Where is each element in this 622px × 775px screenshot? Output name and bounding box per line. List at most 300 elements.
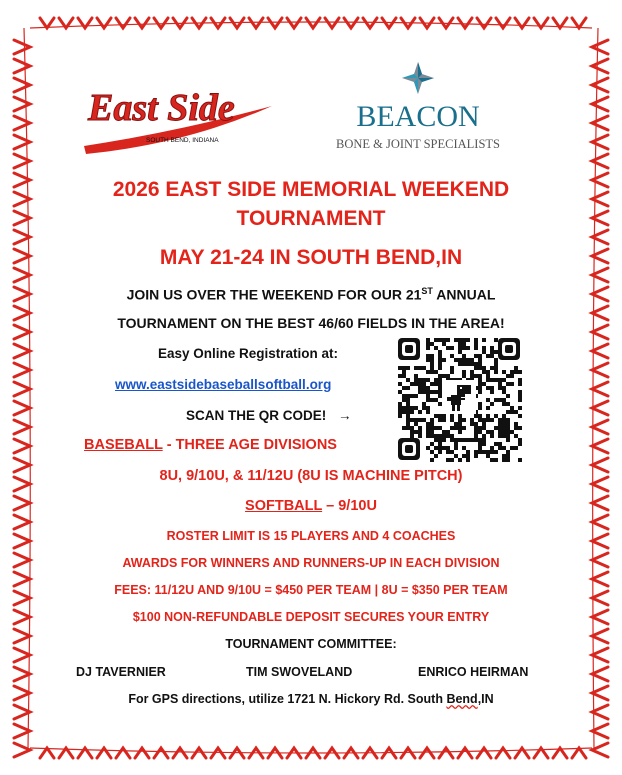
qr-module bbox=[486, 450, 490, 454]
registration-url-link[interactable]: www.eastsidebaseballsoftball.org bbox=[115, 377, 332, 392]
qr-module bbox=[478, 366, 482, 370]
qr-module bbox=[398, 410, 402, 414]
qr-module bbox=[474, 338, 478, 342]
qr-module bbox=[426, 354, 430, 358]
qr-module bbox=[474, 426, 478, 430]
qr-module bbox=[458, 346, 462, 350]
qr-module bbox=[430, 342, 434, 346]
qr-module bbox=[438, 414, 442, 418]
stitch-mark bbox=[592, 363, 608, 377]
detail-roster-limit: ROSTER LIMIT IS 15 PLAYERS AND 4 COACHES bbox=[166, 529, 456, 543]
stitch-mark bbox=[592, 154, 608, 168]
qr-module bbox=[478, 382, 482, 386]
qr-module bbox=[462, 370, 466, 374]
qr-module bbox=[434, 398, 438, 402]
stitch-mark bbox=[592, 515, 608, 529]
qr-module bbox=[442, 414, 446, 418]
baseball-age-divisions: 8U, 9/10U, & 11/12U (8U IS MACHINE PITCH) bbox=[159, 468, 463, 484]
qr-module bbox=[478, 438, 482, 442]
qr-module bbox=[490, 430, 494, 434]
stitch-mark bbox=[420, 748, 434, 758]
qr-module bbox=[454, 454, 458, 458]
qr-module bbox=[446, 346, 450, 350]
east-side-logo-text: East Side bbox=[88, 87, 235, 129]
qr-module bbox=[478, 406, 482, 410]
stitch-mark bbox=[14, 78, 30, 92]
qr-module bbox=[502, 370, 506, 374]
qr-module bbox=[438, 358, 442, 362]
qr-module bbox=[514, 434, 518, 438]
qr-module bbox=[490, 418, 494, 422]
qr-module bbox=[490, 386, 494, 390]
stitch-mark bbox=[592, 401, 608, 415]
stitch-mark bbox=[14, 420, 30, 434]
qr-module bbox=[506, 454, 510, 458]
qr-module bbox=[482, 438, 486, 442]
softball-heading bbox=[0, 498, 622, 514]
qr-module bbox=[486, 398, 490, 402]
qr-module bbox=[418, 430, 422, 434]
scan-qr-label: SCAN THE QR CODE! bbox=[186, 408, 327, 423]
stitch-mark bbox=[192, 748, 206, 758]
qr-module bbox=[426, 378, 430, 382]
qr-module bbox=[414, 430, 418, 434]
stitch-mark bbox=[592, 667, 608, 681]
qr-module bbox=[438, 386, 442, 390]
stitch-mark bbox=[344, 18, 358, 28]
qr-module bbox=[438, 438, 442, 442]
qr-module bbox=[518, 426, 522, 430]
qr-module bbox=[494, 458, 498, 462]
qr-module bbox=[502, 378, 506, 382]
stitch-mark bbox=[40, 748, 54, 758]
qr-module bbox=[518, 438, 522, 442]
qr-module bbox=[478, 414, 482, 418]
qr-module bbox=[434, 446, 438, 450]
qr-module bbox=[402, 398, 406, 402]
qr-module bbox=[506, 418, 510, 422]
stitch-mark bbox=[592, 382, 608, 396]
qr-module bbox=[406, 414, 410, 418]
qr-module bbox=[474, 434, 478, 438]
qr-module bbox=[426, 346, 430, 350]
qr-module bbox=[410, 430, 414, 434]
stitch-mark bbox=[14, 363, 30, 377]
qr-module bbox=[482, 418, 486, 422]
qr-module bbox=[426, 426, 430, 430]
qr-module bbox=[490, 450, 494, 454]
qr-module bbox=[506, 426, 510, 430]
qr-module bbox=[462, 358, 466, 362]
qr-module bbox=[470, 374, 474, 378]
qr-module bbox=[478, 362, 482, 366]
detail-deposit: $100 NON-REFUNDABLE DEPOSIT SECURES YOUR ENTRY bbox=[132, 610, 490, 624]
qr-module bbox=[462, 454, 466, 458]
qr-module bbox=[458, 422, 462, 426]
qr-module bbox=[406, 410, 410, 414]
stitch-mark bbox=[287, 18, 301, 28]
qr-module bbox=[494, 366, 498, 370]
qr-module bbox=[438, 446, 442, 450]
qr-module bbox=[406, 394, 410, 398]
qr-module bbox=[426, 422, 430, 426]
qr-module bbox=[430, 442, 434, 446]
stitch-mark bbox=[14, 97, 30, 111]
qr-module bbox=[486, 406, 490, 410]
qr-module bbox=[422, 390, 426, 394]
qr-module bbox=[434, 378, 438, 382]
qr-module bbox=[494, 398, 498, 402]
qr-module bbox=[402, 406, 406, 410]
qr-module bbox=[426, 406, 430, 410]
qr-module bbox=[506, 458, 510, 462]
qr-module bbox=[410, 382, 414, 386]
qr-module bbox=[506, 410, 510, 414]
qr-module bbox=[474, 450, 478, 454]
qr-module bbox=[426, 370, 430, 374]
qr-module bbox=[474, 354, 478, 358]
qr-module bbox=[430, 458, 434, 462]
qr-module bbox=[458, 350, 462, 354]
stitch-mark bbox=[592, 116, 608, 130]
qr-module bbox=[498, 442, 502, 446]
qr-module bbox=[398, 374, 402, 378]
qr-module bbox=[474, 362, 478, 366]
qr-module bbox=[454, 446, 458, 450]
stitch-mark bbox=[592, 439, 608, 453]
qr-module bbox=[450, 366, 454, 370]
qr-module bbox=[470, 418, 474, 422]
qr-module bbox=[494, 350, 498, 354]
qr-module bbox=[482, 366, 486, 370]
qr-module bbox=[494, 414, 498, 418]
qr-module bbox=[438, 374, 442, 378]
scan-qr-text bbox=[186, 408, 352, 423]
qr-module bbox=[430, 382, 434, 386]
qr-module bbox=[502, 426, 506, 430]
qr-module bbox=[486, 418, 490, 422]
qr-module bbox=[490, 458, 494, 462]
qr-module bbox=[502, 386, 506, 390]
qr-module bbox=[486, 386, 490, 390]
registration-label: Easy Online Registration at: bbox=[158, 346, 339, 361]
qr-module bbox=[506, 438, 510, 442]
qr-module bbox=[430, 426, 434, 430]
stitch-mark bbox=[249, 18, 263, 28]
baseball-divisions-heading bbox=[84, 437, 337, 453]
arrow-right-icon: → bbox=[338, 408, 352, 423]
qr-module bbox=[406, 378, 410, 382]
qr-module bbox=[450, 450, 454, 454]
qr-module bbox=[514, 422, 518, 426]
qr-module bbox=[434, 338, 438, 342]
qr-module bbox=[502, 398, 506, 402]
softball-rest: – 9/10U bbox=[322, 498, 377, 514]
qr-module bbox=[458, 426, 462, 430]
qr-module bbox=[482, 338, 486, 342]
qr-module bbox=[414, 382, 418, 386]
qr-module bbox=[518, 378, 522, 382]
tournament-dates: MAY 21-24 IN SOUTH BEND,IN bbox=[159, 246, 463, 269]
east-side-logo bbox=[76, 80, 276, 160]
qr-module bbox=[518, 458, 522, 462]
qr-module bbox=[426, 342, 430, 346]
qr-module bbox=[442, 430, 446, 434]
stitch-mark bbox=[325, 18, 339, 28]
qr-module bbox=[506, 434, 510, 438]
qr-module bbox=[430, 450, 434, 454]
qr-module bbox=[498, 418, 502, 422]
qr-module bbox=[466, 358, 470, 362]
qr-module bbox=[458, 438, 462, 442]
qr-module bbox=[474, 346, 478, 350]
qr-module bbox=[406, 398, 410, 402]
qr-module bbox=[426, 410, 430, 414]
qr-module bbox=[490, 346, 494, 350]
qr-module bbox=[518, 414, 522, 418]
qr-module bbox=[458, 362, 462, 366]
qr-module bbox=[414, 422, 418, 426]
qr-module bbox=[446, 458, 450, 462]
qr-module bbox=[418, 366, 422, 370]
qr-module bbox=[498, 434, 502, 438]
intro-line1-pre: JOIN US OVER THE WEEKEND FOR OUR 21 bbox=[126, 286, 422, 303]
qr-module bbox=[418, 378, 422, 382]
compass-star-icon bbox=[402, 62, 434, 94]
qr-module bbox=[426, 430, 430, 434]
stitch-mark bbox=[592, 344, 608, 358]
intro-line1 bbox=[0, 286, 622, 303]
qr-module bbox=[494, 362, 498, 366]
qr-module bbox=[418, 382, 422, 386]
stitch-mark bbox=[14, 230, 30, 244]
qr-module bbox=[402, 374, 406, 378]
intro-line1-post: ANNUAL bbox=[432, 286, 496, 303]
qr-module bbox=[482, 426, 486, 430]
qr-module bbox=[498, 386, 502, 390]
qr-code[interactable] bbox=[396, 336, 522, 462]
beacon-logo bbox=[323, 60, 513, 156]
qr-module bbox=[458, 414, 462, 418]
qr-module bbox=[510, 382, 514, 386]
stitch-mark bbox=[592, 40, 608, 54]
qr-module bbox=[434, 426, 438, 430]
stitch-mark bbox=[14, 382, 30, 396]
stitch-mark bbox=[592, 78, 608, 92]
qr-module bbox=[510, 430, 514, 434]
qr-module bbox=[410, 434, 414, 438]
qr-module bbox=[478, 450, 482, 454]
qr-module bbox=[482, 442, 486, 446]
qr-module bbox=[494, 442, 498, 446]
qr-module bbox=[406, 386, 410, 390]
qr-module bbox=[430, 430, 434, 434]
qr-module bbox=[518, 406, 522, 410]
committee-member: DJ TAVERNIER bbox=[76, 665, 166, 679]
qr-module bbox=[438, 390, 442, 394]
qr-module bbox=[454, 338, 458, 342]
qr-module bbox=[510, 406, 514, 410]
baseball-rest: - THREE AGE DIVISIONS bbox=[162, 437, 337, 453]
qr-module bbox=[402, 366, 406, 370]
stitch-mark bbox=[515, 18, 529, 28]
gps-town: Bend bbox=[446, 692, 478, 706]
qr-module bbox=[490, 390, 494, 394]
qr-module bbox=[454, 438, 458, 442]
qr-module bbox=[490, 366, 494, 370]
qr-module bbox=[478, 418, 482, 422]
qr-module bbox=[402, 386, 406, 390]
qr-module bbox=[494, 426, 498, 430]
stitch-mark bbox=[14, 667, 30, 681]
qr-module bbox=[422, 382, 426, 386]
qr-module bbox=[430, 398, 434, 402]
qr-module bbox=[478, 358, 482, 362]
qr-finder-top-right bbox=[498, 338, 520, 360]
beacon-logo-subtext: BONE & JOINT SPECIALISTS bbox=[335, 137, 501, 151]
stitch-mark bbox=[363, 18, 377, 28]
qr-module bbox=[430, 418, 434, 422]
qr-module bbox=[486, 374, 490, 378]
qr-module bbox=[438, 434, 442, 438]
dinosaur-icon bbox=[442, 380, 476, 414]
qr-module bbox=[482, 382, 486, 386]
qr-module bbox=[450, 438, 454, 442]
stitch-mark bbox=[14, 135, 30, 149]
qr-module bbox=[426, 434, 430, 438]
qr-module bbox=[434, 346, 438, 350]
qr-module bbox=[466, 458, 470, 462]
qr-module bbox=[502, 454, 506, 458]
stitch-mark bbox=[14, 705, 30, 719]
qr-module bbox=[438, 350, 442, 354]
qr-module bbox=[422, 402, 426, 406]
stitch-mark bbox=[14, 116, 30, 130]
qr-module bbox=[442, 446, 446, 450]
qr-module bbox=[430, 370, 434, 374]
qr-module bbox=[434, 390, 438, 394]
qr-module bbox=[478, 378, 482, 382]
stitch-mark bbox=[592, 420, 608, 434]
qr-module bbox=[458, 358, 462, 362]
qr-module bbox=[462, 446, 466, 450]
qr-module bbox=[422, 406, 426, 410]
detail-fees: FEES: 11/12U AND 9/10U = $450 PER TEAM | 8U = $350 PER TEAM bbox=[114, 583, 508, 597]
qr-module bbox=[406, 406, 410, 410]
qr-module bbox=[434, 434, 438, 438]
qr-module bbox=[438, 366, 442, 370]
qr-module bbox=[510, 370, 514, 374]
stitch-mark bbox=[572, 748, 586, 758]
qr-module bbox=[506, 394, 510, 398]
qr-module bbox=[458, 458, 462, 462]
stitch-mark bbox=[268, 18, 282, 28]
tournament-title-line1: 2026 EAST SIDE MEMORIAL WEEKEND bbox=[112, 178, 510, 201]
qr-module bbox=[426, 390, 430, 394]
qr-module bbox=[438, 426, 442, 430]
qr-module bbox=[426, 358, 430, 362]
qr-module bbox=[462, 362, 466, 366]
qr-module bbox=[418, 434, 422, 438]
tournament-title-line2: TOURNAMENT bbox=[236, 207, 386, 230]
stitch-mark bbox=[14, 59, 30, 73]
qr-module bbox=[410, 418, 414, 422]
qr-module bbox=[418, 386, 422, 390]
gps-directions bbox=[0, 692, 622, 706]
beacon-logo-text: BEACON bbox=[356, 100, 480, 133]
qr-module bbox=[470, 358, 474, 362]
stitch-mark bbox=[135, 18, 149, 28]
stitch-mark bbox=[477, 748, 491, 758]
qr-module bbox=[414, 374, 418, 378]
stitch-mark bbox=[572, 18, 586, 28]
stitch-mark bbox=[135, 748, 149, 758]
stitch-mark bbox=[439, 748, 453, 758]
qr-module bbox=[438, 354, 442, 358]
qr-module bbox=[502, 446, 506, 450]
stitch-mark bbox=[14, 344, 30, 358]
stitch-mark bbox=[14, 40, 30, 54]
qr-module bbox=[442, 434, 446, 438]
qr-module bbox=[458, 342, 462, 346]
qr-module bbox=[502, 418, 506, 422]
qr-module bbox=[478, 442, 482, 446]
qr-module bbox=[430, 362, 434, 366]
qr-module bbox=[510, 374, 514, 378]
qr-module bbox=[474, 422, 478, 426]
qr-module bbox=[502, 458, 506, 462]
qr-module bbox=[438, 362, 442, 366]
stitch-mark bbox=[477, 18, 491, 28]
qr-module bbox=[426, 338, 430, 342]
stitch-mark bbox=[14, 268, 30, 282]
qr-module bbox=[430, 366, 434, 370]
qr-module bbox=[434, 438, 438, 442]
qr-module bbox=[494, 370, 498, 374]
qr-module bbox=[422, 418, 426, 422]
qr-module bbox=[474, 342, 478, 346]
qr-module bbox=[470, 422, 474, 426]
qr-module bbox=[430, 358, 434, 362]
qr-module bbox=[442, 438, 446, 442]
qr-module bbox=[450, 458, 454, 462]
qr-module bbox=[438, 394, 442, 398]
qr-module bbox=[446, 338, 450, 342]
qr-module bbox=[438, 338, 442, 342]
qr-module bbox=[458, 430, 462, 434]
qr-module bbox=[482, 370, 486, 374]
qr-module bbox=[466, 438, 470, 442]
qr-module bbox=[466, 450, 470, 454]
qr-module bbox=[466, 454, 470, 458]
stitch-mark bbox=[592, 705, 608, 719]
qr-module bbox=[418, 410, 422, 414]
gps-state: ,IN bbox=[477, 692, 494, 706]
qr-module bbox=[426, 398, 430, 402]
softball-label: SOFTBALL bbox=[245, 498, 323, 514]
stitch-mark bbox=[116, 18, 130, 28]
qr-module bbox=[466, 338, 470, 342]
qr-module bbox=[438, 418, 442, 422]
qr-module bbox=[474, 414, 478, 418]
qr-module bbox=[430, 390, 434, 394]
stitch-mark bbox=[14, 401, 30, 415]
qr-module bbox=[438, 450, 442, 454]
qr-module bbox=[462, 342, 466, 346]
qr-module bbox=[486, 430, 490, 434]
qr-module bbox=[414, 378, 418, 382]
qr-module bbox=[446, 430, 450, 434]
